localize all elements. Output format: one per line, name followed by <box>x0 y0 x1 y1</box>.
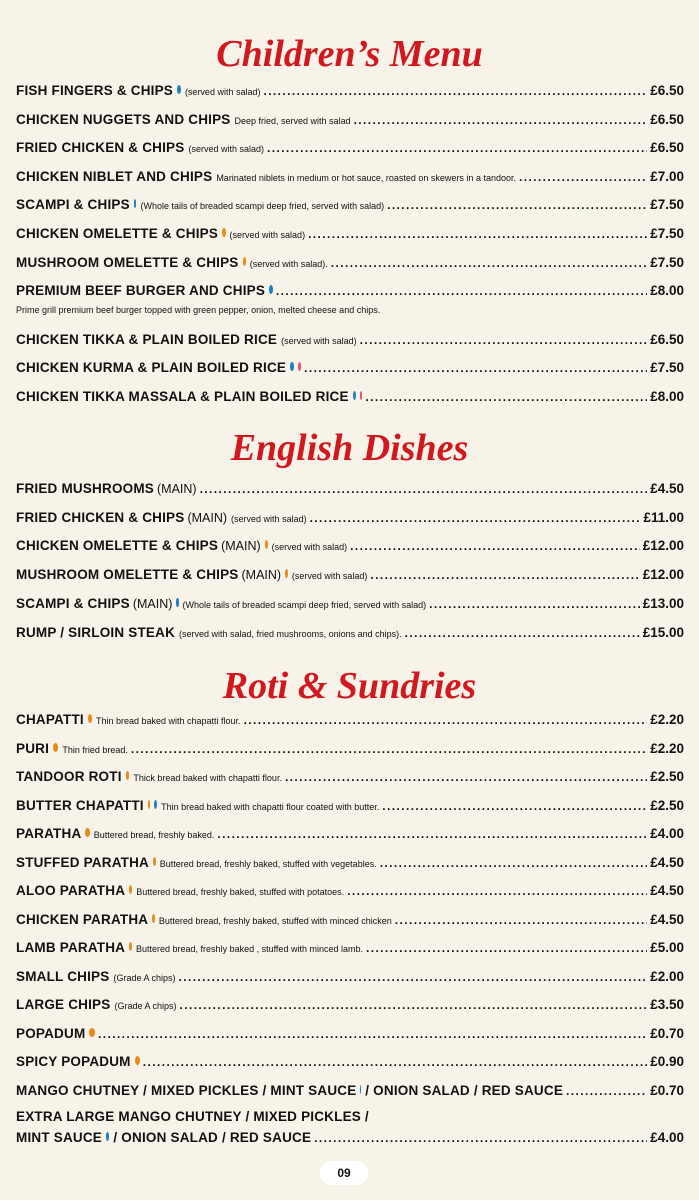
item-name: CHICKEN NIBLET AND CHIPS <box>16 168 213 184</box>
item-price: £15.00 <box>642 624 684 640</box>
allergen-icon <box>126 771 130 780</box>
item-name: TANDOOR ROTI <box>16 769 122 784</box>
allergen-icon <box>222 228 225 237</box>
menu-item <box>16 537 684 556</box>
item-tag: (MAIN) <box>187 510 228 525</box>
dot-leader <box>143 1053 647 1071</box>
menu-item <box>16 196 684 215</box>
item-description: Thin bread baked with chapatti flour. <box>95 716 241 726</box>
menu-item-extra-large-condiments <box>16 1129 684 1147</box>
item-description: Marinated niblets in medium or hot sauce, roasted on skewers in a tandoor. <box>216 172 516 183</box>
menu-item <box>16 359 684 377</box>
item-name: PARATHA <box>16 826 82 841</box>
dot-leader <box>314 1129 647 1147</box>
item-name: CHICKEN OMELETTE & CHIPS <box>16 226 219 241</box>
dot-leader <box>382 797 647 815</box>
item-price: £4.50 <box>650 911 684 927</box>
dot-leader <box>304 359 647 377</box>
allergen-icon <box>360 391 363 400</box>
item-name: CHICKEN NUGGETS AND CHIPS <box>16 111 231 127</box>
menu-item <box>16 996 684 1015</box>
dot-leader <box>365 388 647 406</box>
item-price: £2.20 <box>650 740 684 756</box>
item-name: CHICKEN KURMA & PLAIN BOILED RICE <box>16 360 287 376</box>
item-tag: (MAIN) <box>241 568 282 583</box>
menu-item <box>16 82 684 101</box>
item-price: £4.50 <box>650 481 684 496</box>
item-price: £7.50 <box>650 254 684 270</box>
item-tag: (MAIN) <box>221 539 261 554</box>
item-price: £4.00 <box>650 1130 684 1145</box>
dot-leader <box>179 968 648 986</box>
item-price: £6.50 <box>650 83 684 98</box>
item-price: £11.00 <box>643 509 684 525</box>
item-price: £2.00 <box>650 968 684 984</box>
item-price: £7.50 <box>650 360 684 376</box>
item-price: £3.50 <box>650 997 684 1012</box>
item-name: EXTRA LARGE MANGO CHUTNEY / MIXED PICKLES / <box>16 1109 369 1124</box>
item-name: MINT SAUCE <box>16 1130 102 1145</box>
menu-item <box>16 882 684 901</box>
item-tag: (MAIN) <box>132 596 173 611</box>
item-price: £5.00 <box>650 940 684 955</box>
item-name: POPADUM <box>16 1025 86 1041</box>
dot-leader <box>217 825 647 843</box>
dot-leader <box>370 566 639 584</box>
dot-leader <box>180 996 648 1014</box>
menu-item <box>16 595 684 614</box>
dot-leader <box>331 254 647 272</box>
item-price: £4.50 <box>650 883 684 898</box>
item-price: £12.00 <box>642 567 684 583</box>
item-price: £0.70 <box>650 1082 684 1098</box>
dot-leader <box>310 509 641 527</box>
menu-item <box>16 854 684 873</box>
allergen-icon <box>353 391 356 400</box>
item-description: Thick bread baked with chapatti flour. <box>133 773 282 783</box>
allergen-icon <box>290 362 294 371</box>
menu-item <box>16 768 684 787</box>
dot-leader <box>200 480 648 498</box>
dot-leader <box>360 331 648 349</box>
item-name: PURI <box>16 740 50 756</box>
allergen-icon <box>243 257 246 266</box>
item-description: (served with salad) <box>229 230 306 240</box>
menu-item <box>16 1082 684 1100</box>
dot-leader <box>285 768 647 786</box>
dot-leader <box>354 111 648 129</box>
item-description: (served with salad) <box>231 513 307 524</box>
item-name: CHICKEN TIKKA MASSALA & PLAIN BOILED RICE <box>16 389 349 404</box>
menu-item <box>16 1025 684 1043</box>
allergen-icon <box>129 942 132 951</box>
allergen-icon <box>298 362 302 371</box>
dot-leader <box>276 282 647 300</box>
allergen-icon <box>269 285 273 294</box>
item-name: ALOO PARATHA <box>16 883 126 898</box>
childrens-menu-title: Children’s Menu <box>216 33 483 75</box>
item-name: PREMIUM BEEF BURGER AND CHIPS <box>16 283 266 299</box>
dot-leader <box>131 740 647 758</box>
item-name: CHICKEN OMELETTE & CHIPS <box>16 538 219 554</box>
allergen-icon <box>53 743 58 752</box>
menu-item <box>16 797 684 816</box>
menu-item <box>16 111 684 130</box>
item-name: MANGO CHUTNEY / MIXED PICKLES / MINT SAUCE <box>16 1082 357 1098</box>
allergen-icon <box>129 885 132 894</box>
dot-leader <box>267 139 647 157</box>
item-name: LAMB PARATHA <box>16 940 126 955</box>
allergen-icon <box>153 857 156 866</box>
menu-item <box>16 624 684 643</box>
allergen-icon <box>176 598 178 607</box>
item-description: (served with salad) <box>281 335 357 346</box>
item-name-continued: / ONION SALAD / RED SAUCE <box>365 1082 564 1098</box>
item-price: £4.50 <box>650 854 684 870</box>
item-price: £0.90 <box>650 1054 684 1069</box>
menu-item <box>16 566 684 585</box>
item-name: FRIED CHICKEN & CHIPS <box>16 509 185 525</box>
item-description: Thin fried bread. <box>62 744 128 755</box>
menu-item <box>16 509 684 528</box>
item-price: £6.50 <box>650 111 684 127</box>
item-price: £2.50 <box>650 797 684 813</box>
item-name: FISH FINGERS & CHIPS <box>16 83 174 98</box>
allergen-icon <box>265 540 268 549</box>
item-description: Buttered bread, freshly baked. <box>93 830 215 840</box>
allergen-icon <box>154 800 157 809</box>
item-price: £8.00 <box>650 283 684 299</box>
dot-leader <box>387 196 647 214</box>
menu-item <box>16 254 684 273</box>
item-name: CHICKEN TIKKA & PLAIN BOILED RICE <box>16 331 278 347</box>
allergen-icon <box>148 800 151 809</box>
item-price: £6.50 <box>650 331 684 347</box>
menu-item <box>16 939 684 958</box>
item-name: SPICY POPADUM <box>16 1054 131 1069</box>
menu-item <box>16 740 684 759</box>
menu-item <box>16 331 684 350</box>
item-description: (served with salad) <box>184 87 261 97</box>
item-price: £13.00 <box>642 595 684 611</box>
dot-leader <box>98 1025 647 1043</box>
item-name: SCAMPI & CHIPS <box>16 595 130 611</box>
dot-leader <box>429 595 640 613</box>
item-description: (Grade A chips) <box>113 972 176 983</box>
item-description: (Whole tails of breaded scampi deep fried, served with salad) <box>182 599 427 610</box>
item-price: £8.00 <box>650 389 684 404</box>
allergen-icon <box>89 1028 95 1037</box>
item-subdescription: Prime grill premium beef burger topped with green pepper, onion, melted cheese and chips. <box>16 305 381 316</box>
item-name: SCAMPI & CHIPS <box>16 197 130 213</box>
item-price: £7.50 <box>650 197 684 213</box>
item-description: Buttered bread, freshly baked, stuffed with potatoes. <box>136 887 345 897</box>
dot-leader <box>263 82 647 100</box>
item-description: (served with salad, fried mushrooms, onions and chips). <box>179 628 402 639</box>
allergen-icon <box>85 828 89 837</box>
dot-leader <box>380 854 648 872</box>
item-price: £7.00 <box>650 168 684 184</box>
menu-item <box>16 282 684 300</box>
dot-leader <box>366 939 647 957</box>
item-name: SMALL CHIPS <box>16 968 110 984</box>
item-description: (Whole tails of breaded scampi deep fried, served with salad) <box>140 201 385 212</box>
item-name: STUFFED PARATHA <box>16 854 149 870</box>
item-price: £2.20 <box>650 712 684 727</box>
item-price: £12.00 <box>642 538 684 554</box>
item-name-continued: / ONION SALAD / RED SAUCE <box>113 1130 312 1145</box>
item-name: CHAPATTI <box>16 712 84 727</box>
item-name: MUSHROOM OMELETTE & CHIPS <box>16 567 239 583</box>
item-description: (served with salad) <box>188 144 264 155</box>
allergen-icon <box>360 1085 361 1094</box>
item-price: £4.00 <box>650 826 684 841</box>
menu-item-extra-large-condiments-line1 <box>16 1108 684 1126</box>
menu-item <box>16 225 684 244</box>
dot-leader <box>347 882 647 900</box>
item-price: £7.50 <box>650 226 684 241</box>
allergen-icon <box>106 1132 109 1141</box>
menu-item <box>16 711 684 730</box>
allergen-icon <box>135 1056 140 1065</box>
english-dishes-title: English Dishes <box>230 427 469 469</box>
item-name: CHICKEN PARATHA <box>16 911 149 927</box>
item-description: (served with salad) <box>291 571 368 582</box>
menu-item <box>16 968 684 987</box>
item-description: Buttered bread, freshly baked, stuffed with minced chicken <box>158 915 392 926</box>
menu-item <box>16 1053 684 1071</box>
item-description: Thin bread baked with chapatti flour coated with butter. <box>161 801 380 812</box>
item-description: (Grade A chips) <box>114 1001 177 1011</box>
allergen-icon <box>134 199 137 208</box>
item-name: RUMP / SIRLOIN STEAK <box>16 624 176 640</box>
item-tag: (MAIN) <box>157 482 197 496</box>
allergen-icon <box>152 914 155 923</box>
menu-item <box>16 388 684 406</box>
menu-item <box>16 168 684 187</box>
item-name: MUSHROOM OMELETTE & CHIPS <box>16 254 239 270</box>
dot-leader <box>350 537 640 555</box>
dot-leader <box>244 711 648 729</box>
menu-item <box>16 139 684 158</box>
allergen-icon <box>88 714 92 723</box>
dot-leader <box>566 1082 647 1100</box>
item-description: (served with salad). <box>249 258 328 269</box>
item-description: (served with salad) <box>271 542 348 553</box>
item-name: FRIED CHICKEN & CHIPS <box>16 140 185 156</box>
dot-leader <box>395 911 647 929</box>
menu-item <box>16 911 684 930</box>
roti-sundries-title: Roti & Sundries <box>222 665 477 707</box>
dot-leader <box>405 624 640 642</box>
menu-item <box>16 825 684 844</box>
item-description: Buttered bread, freshly baked , stuffed with minced lamb. <box>136 944 363 954</box>
item-name: BUTTER CHAPATTI <box>16 797 144 813</box>
page-number: 09 <box>320 1161 368 1185</box>
item-price: £2.50 <box>650 769 684 784</box>
item-description: Deep fried, served with salad <box>234 115 351 126</box>
item-price: £6.50 <box>650 140 684 156</box>
item-price: £0.70 <box>650 1025 684 1041</box>
dot-leader <box>308 225 647 243</box>
allergen-icon <box>285 569 288 578</box>
item-name: FRIED MUSHROOMS <box>16 481 154 496</box>
item-name: LARGE CHIPS <box>16 997 111 1012</box>
allergen-icon <box>177 85 181 94</box>
dot-leader <box>519 168 647 186</box>
item-description: Buttered bread, freshly baked, stuffed with vegetables. <box>159 858 377 869</box>
menu-item <box>16 480 684 498</box>
